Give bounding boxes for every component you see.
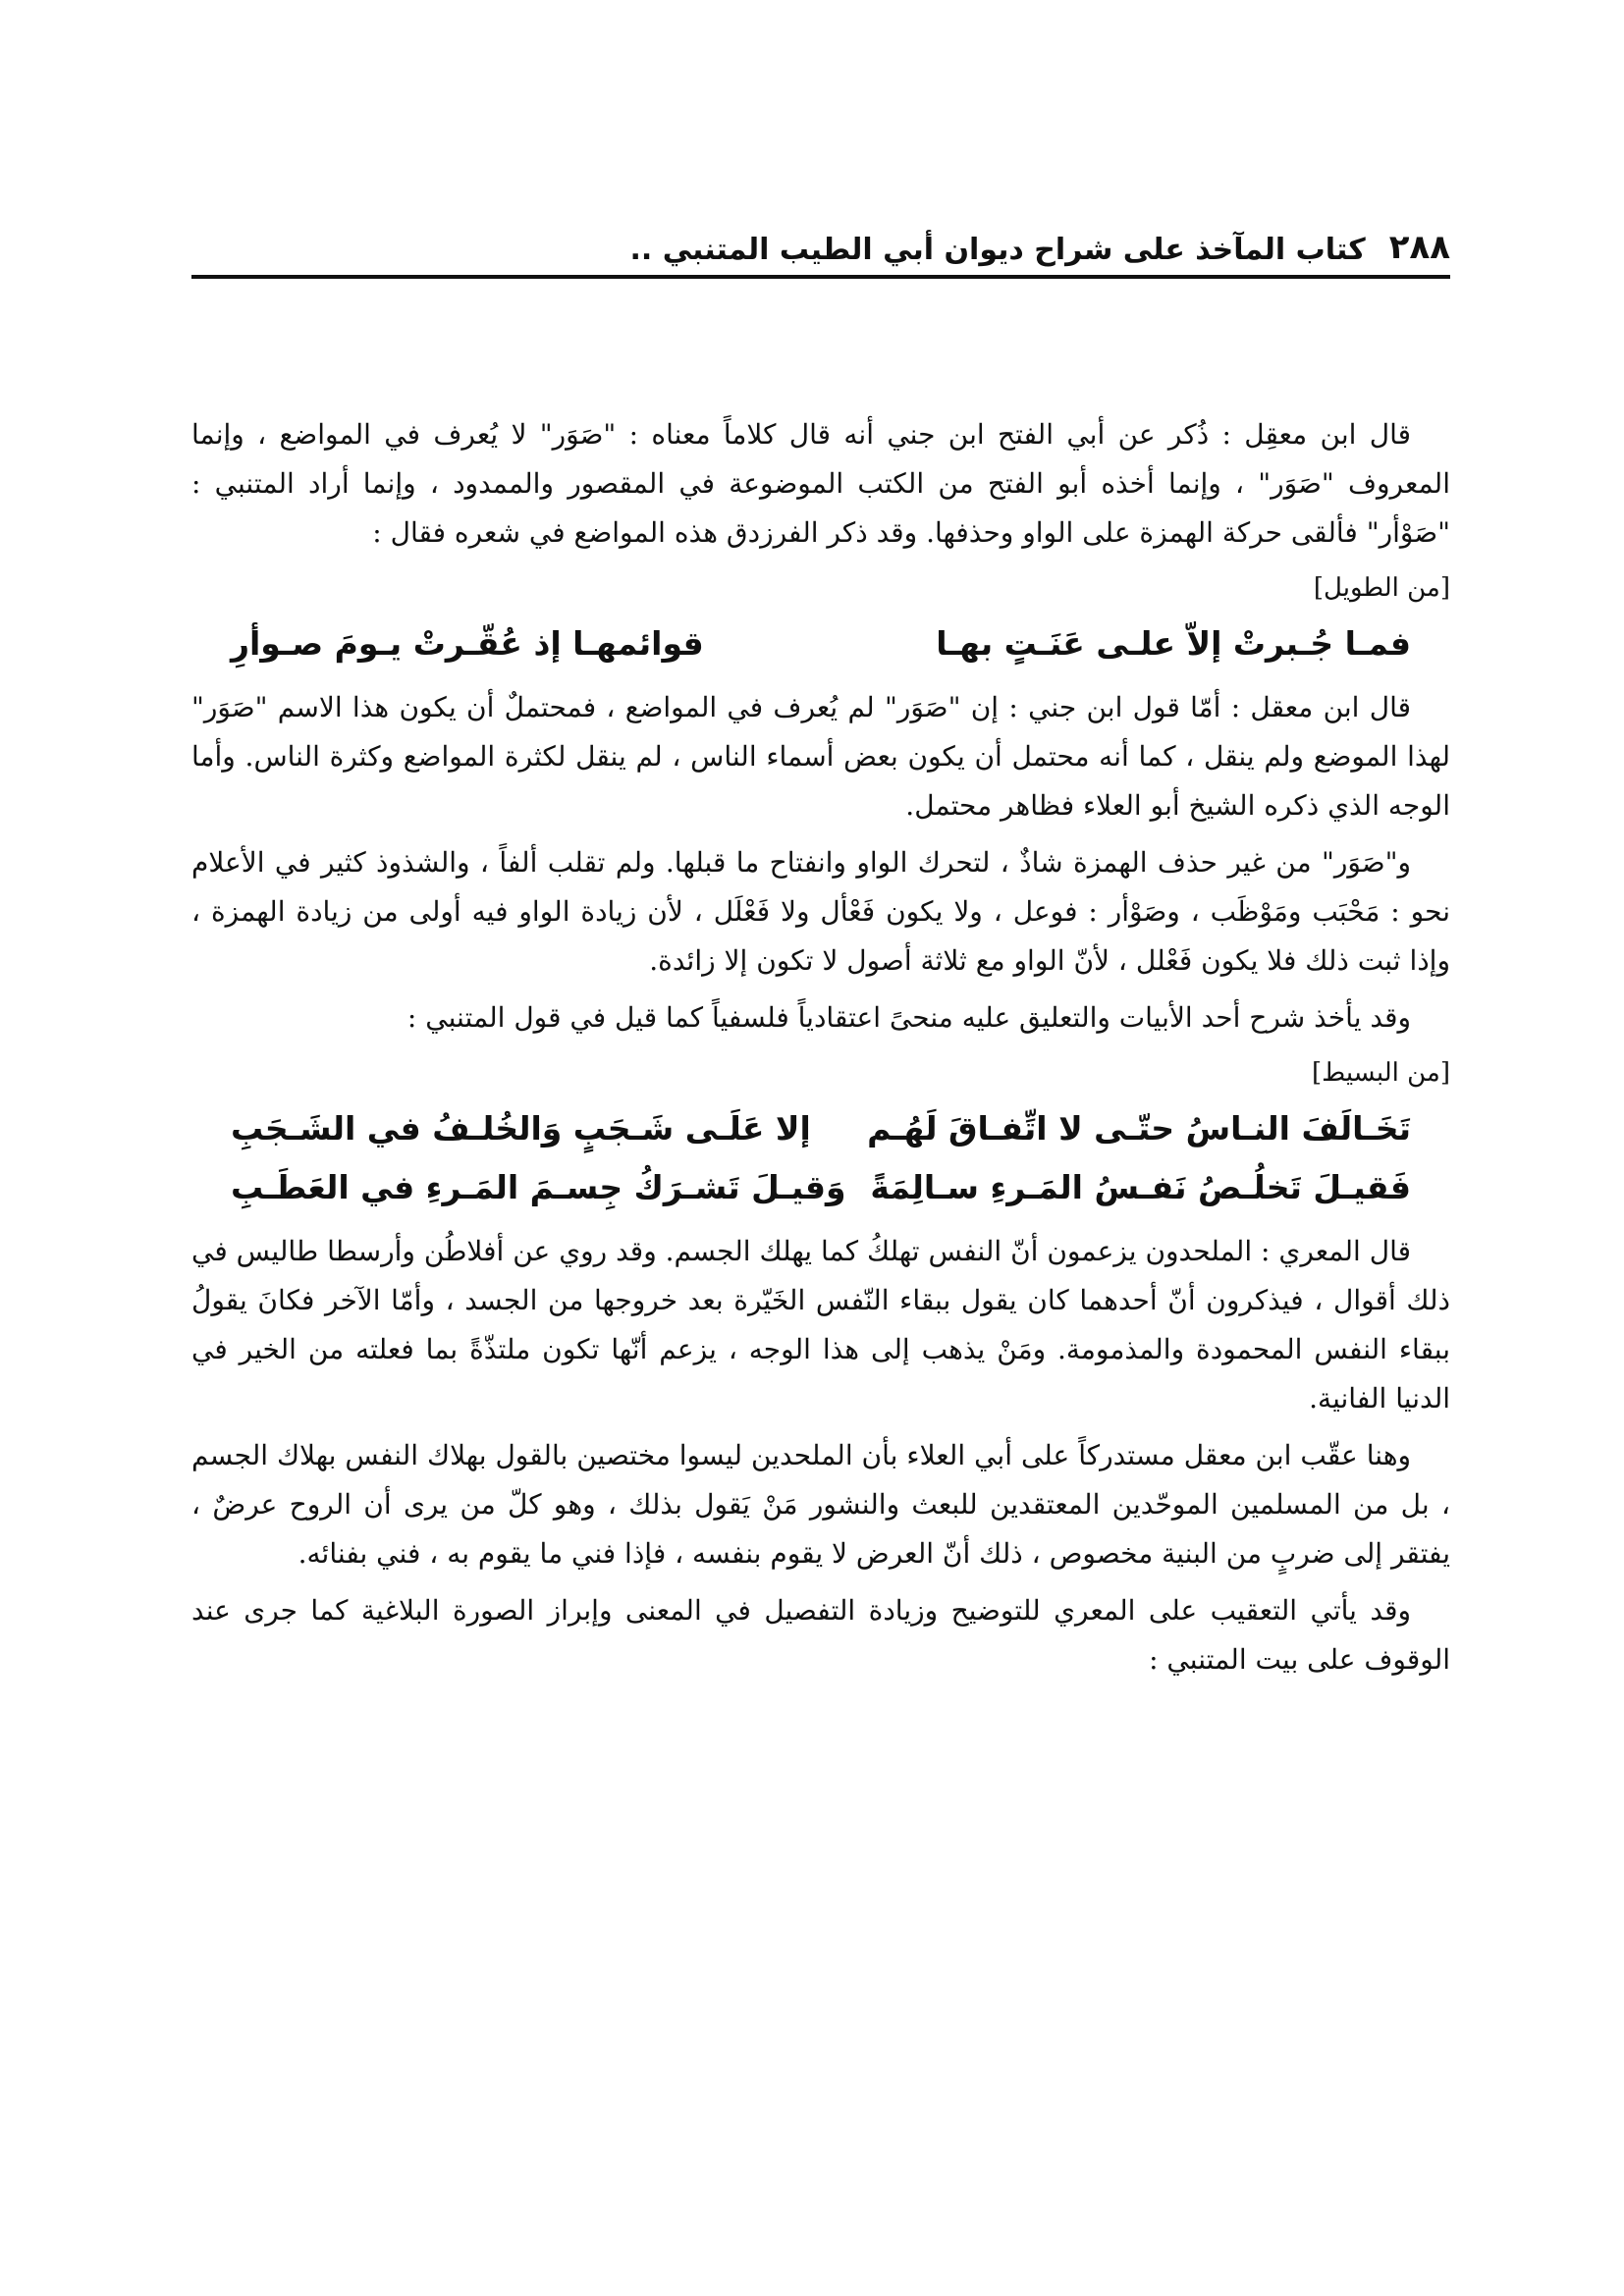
verse-first-hemistich: فَقيـلَ تَخلُـصُ نَفـسُ المَـرءِ سـالِمَةً	[870, 1168, 1411, 1206]
paragraph-6: وهنا عقّب ابن معقل مستدركاً على أبي العلاء بأن الملحدين ليسوا مختصين بالقول بهلاك النفس بهلاك الجسم ، بل من المسلمين الموحّدين المعتقدين للبعث والنشور مَنْ يَقول بذلك ، وهو كلّ من يرى أن الروح عرضٌ ، يفتقر إلى ضربٍ من البنية مخصوص ، ذلك أنّ العرض لا يقوم بنفسه ، فإذا فني ما يقوم به ، فني بفنائه.	[191, 1439, 1450, 1570]
verse-block-1	[191, 614, 1450, 673]
paragraph-1: قال ابن معقِل : ذُكر عن أبي الفتح ابن جني أنه قال كلاماً معناه : "صَوَر" لا يُعرف في المواضع ، وإنما المعروف "صَوَر" ، وإنما أخذه أبو الفتح من الكتب الموضوعة في المقصور والممدود ، وإنما أراد المتنبي : "صَوْأر" فألقى حركة الهمزة على الواو وحذفها. وقد ذكر الفرزدق هذه المواضع في شعره فقال :	[191, 418, 1450, 549]
verse-line	[191, 1158, 1450, 1217]
paragraph-2: قال ابن معقل : أمّا قول ابن جني : إن "صَوَر" لم يُعرف في المواضع ، فمحتملٌ أن يكون هذا الاسم "صَوَر" لهذا الموضع ولم ينقل ، كما أنه محتمل أن يكون بعض أسماء الناس ، لم ينقل لكثرة المواضع وكثرة الناس. وأما الوجه الذي ذكره الشيخ أبو العلاء فظاهر محتمل.	[191, 691, 1451, 822]
verse-line	[191, 1099, 1450, 1158]
running-title: كتاب المآخذ على شراح ديوان أبي الطيب المتنبي ..	[629, 233, 1366, 267]
header-rule	[191, 275, 1450, 279]
verse-block-2	[191, 1099, 1450, 1217]
meter-label-basit: [من البسيط]	[1312, 1058, 1450, 1088]
paragraph-3: و"صَوَر" من غير حذف الهمزة شاذٌ ، لتحرك الواو وانفتاح ما قبلها. ولم تقلب ألفاً ، والشذوذ كثير في الأعلام نحو : مَحْبَب ومَوْظَب ، وصَوْأر : فوعل ، ولا يكون فَعْأل ولا فَعْلَل ، لأن زيادة الواو فيه أولى من زيادة الهمزة ، وإذا ثبت ذلك فلا يكون فَعْلل ، لأنّ الواو مع ثلاثة أصول لا تكون إلا زائدة.	[191, 846, 1450, 977]
paragraph-7: وقد يأتي التعقيب على المعري للتوضيح وزيادة التفصيل في المعنى وإبراز الصورة البلاغية كما جرى عند الوقوف على بيت المتنبي :	[191, 1594, 1450, 1676]
verse-second-hemistich: إلا عَلَـى شَـجَبٍ وَالخُلـفُ في الشَـجَبِ	[231, 1109, 811, 1148]
verse-second-hemistich: قوائمهـا إذ عُقّـرتْ يـومَ صـوأرِ	[231, 624, 704, 663]
paragraph-4: وقد يأخذ شرح أحد الأبيات والتعليق عليه منحىً اعتقادياً فلسفياً كما قيل في قول المتنبي :	[406, 1001, 1411, 1034]
page-number: ٢٨٨	[1388, 228, 1450, 267]
page-body	[191, 410, 1450, 1692]
verse-line	[191, 614, 1450, 673]
paragraph-5: قال المعري : الملحدون يزعمون أنّ النفس تهلكُ كما يهلك الجسم. وقد روي عن أفلاطُن وأرسطا طاليس في ذلك أقوال ، فيذكرون أنّ أحدهما كان يقول ببقاء النّفس الخَيّرة بعد خروجها من الجسد ، وأمّا الآخر فكانَ يقولُ ببقاء النفس المحمودة والمذمومة. ومَنْ يذهب إلى هذا الوجه ، يزعم أنّها تكون ملتذّةً بما فعلته من الخير في الدنيا الفانية.	[191, 1235, 1451, 1415]
meter-label-tawil: [من الطويل]	[1313, 573, 1450, 603]
verse-first-hemistich: فمـا جُـبرتْ إلاّ علـى عَنَـتٍ بهـا	[936, 624, 1411, 663]
running-header	[191, 216, 1450, 267]
verse-first-hemistich: تَخَـالَفَ النـاسُ حتّـى لا اتِّفـاقَ لَهُـم	[867, 1109, 1411, 1148]
verse-second-hemistich: وَقيـلَ تَشـرَكُ جِسـمَ المَـرءِ في العَطَـبِ	[231, 1168, 846, 1206]
